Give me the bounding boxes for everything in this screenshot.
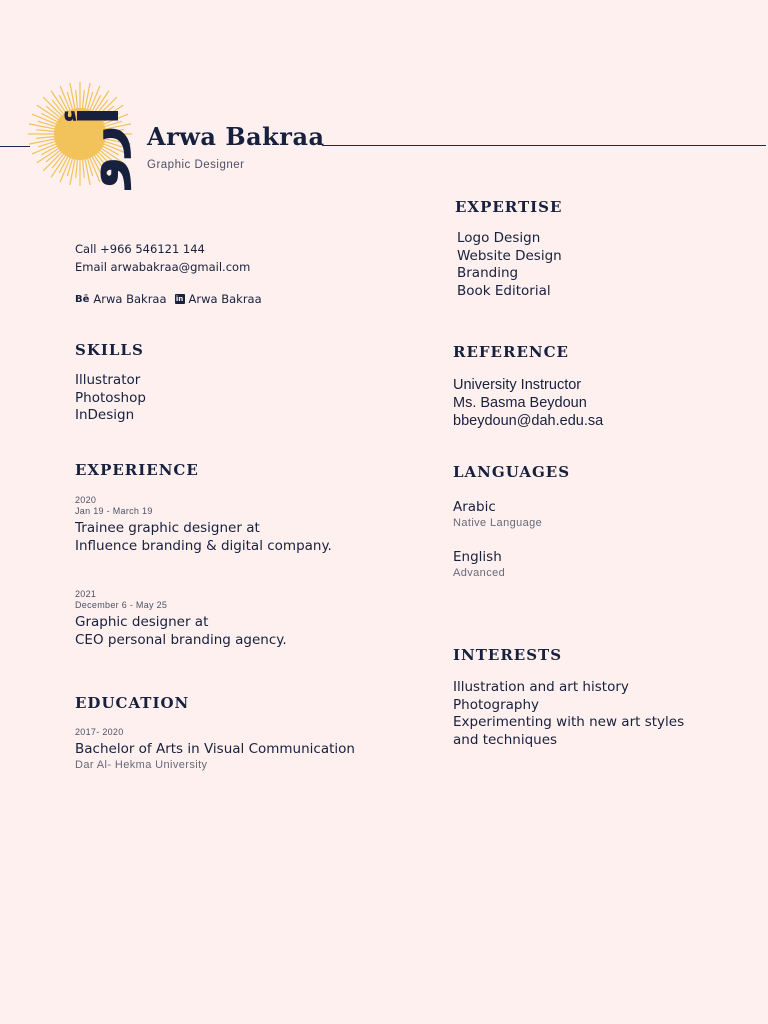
education-school: Dar Al- Hekma University — [75, 758, 208, 771]
list-item: Logo Design — [457, 230, 541, 246]
list-item: Book Editorial — [457, 282, 551, 299]
expertise-heading: EXPERTISE — [455, 198, 563, 216]
languages-heading: LANGUAGES — [453, 463, 571, 481]
email-text[interactable]: Email arwabakraa@gmail.com — [75, 260, 251, 274]
reference-name: Ms. Basma Beydoun — [453, 395, 587, 411]
language-entry — [453, 549, 505, 579]
contact-block — [75, 240, 250, 276]
language-name: Arabic — [453, 499, 496, 515]
expertise-list — [457, 230, 562, 300]
list-item: Illustrator — [75, 372, 141, 388]
experience-role: Graphic designer at — [75, 614, 209, 630]
experience-company: Influence branding & digital company. — [75, 537, 332, 554]
language-name: English — [453, 549, 502, 565]
interests-heading: INTERESTS — [453, 646, 563, 664]
reference-block — [453, 376, 603, 430]
reference-heading: REFERENCE — [453, 343, 569, 361]
skills-list — [75, 372, 146, 425]
behance-link[interactable]: Arwa Bakraa — [93, 292, 167, 306]
logo-letters: أرو — [68, 106, 131, 190]
language-level: Native Language — [453, 516, 543, 529]
logo — [22, 78, 142, 190]
skills-heading: SKILLS — [75, 341, 144, 359]
interest-line: Illustration and art history — [453, 679, 629, 695]
candidate-title: Graphic Designer — [147, 159, 245, 171]
experience-entry — [75, 589, 287, 649]
experience-period: December 6 - May 25 — [75, 600, 168, 610]
candidate-name: Arwa Bakraa — [147, 122, 325, 151]
experience-entry — [75, 495, 332, 555]
list-item: Branding — [457, 265, 519, 281]
language-entry — [453, 499, 542, 529]
sunburst-logo-icon — [22, 78, 142, 190]
list-item: InDesign — [75, 407, 135, 423]
behance-icon: Bē — [75, 293, 90, 305]
reference-role: University Instructor — [453, 377, 582, 393]
language-level: Advanced — [453, 566, 506, 579]
list-item: Photoshop — [75, 389, 146, 406]
interests-block — [453, 679, 684, 749]
reference-email[interactable]: bbeydoun@dah.edu.sa — [453, 413, 604, 429]
experience-year: 2020 — [75, 495, 97, 505]
experience-year: 2021 — [75, 589, 97, 599]
education-entry — [75, 727, 355, 771]
list-item: Website Design — [457, 247, 562, 264]
linkedin-icon: in — [175, 295, 184, 303]
social-links — [75, 292, 262, 306]
education-degree: Bachelor of Arts in Visual Communication — [75, 741, 355, 757]
experience-heading: EXPERIENCE — [75, 461, 199, 479]
linkedin-link[interactable]: Arwa Bakraa — [188, 292, 262, 306]
interest-line: Photography — [453, 696, 540, 713]
interest-line: Experimenting with new art styles — [453, 714, 685, 730]
education-period: 2017- 2020 — [75, 727, 124, 737]
interest-line: and techniques — [453, 731, 558, 748]
education-heading: EDUCATION — [75, 694, 190, 712]
experience-company: CEO personal branding agency. — [75, 631, 287, 648]
experience-role: Trainee graphic designer at — [75, 520, 260, 536]
phone-text[interactable]: Call +966 546121 144 — [75, 242, 205, 256]
header-rule-right — [322, 145, 766, 146]
experience-period: Jan 19 - March 19 — [75, 506, 153, 516]
